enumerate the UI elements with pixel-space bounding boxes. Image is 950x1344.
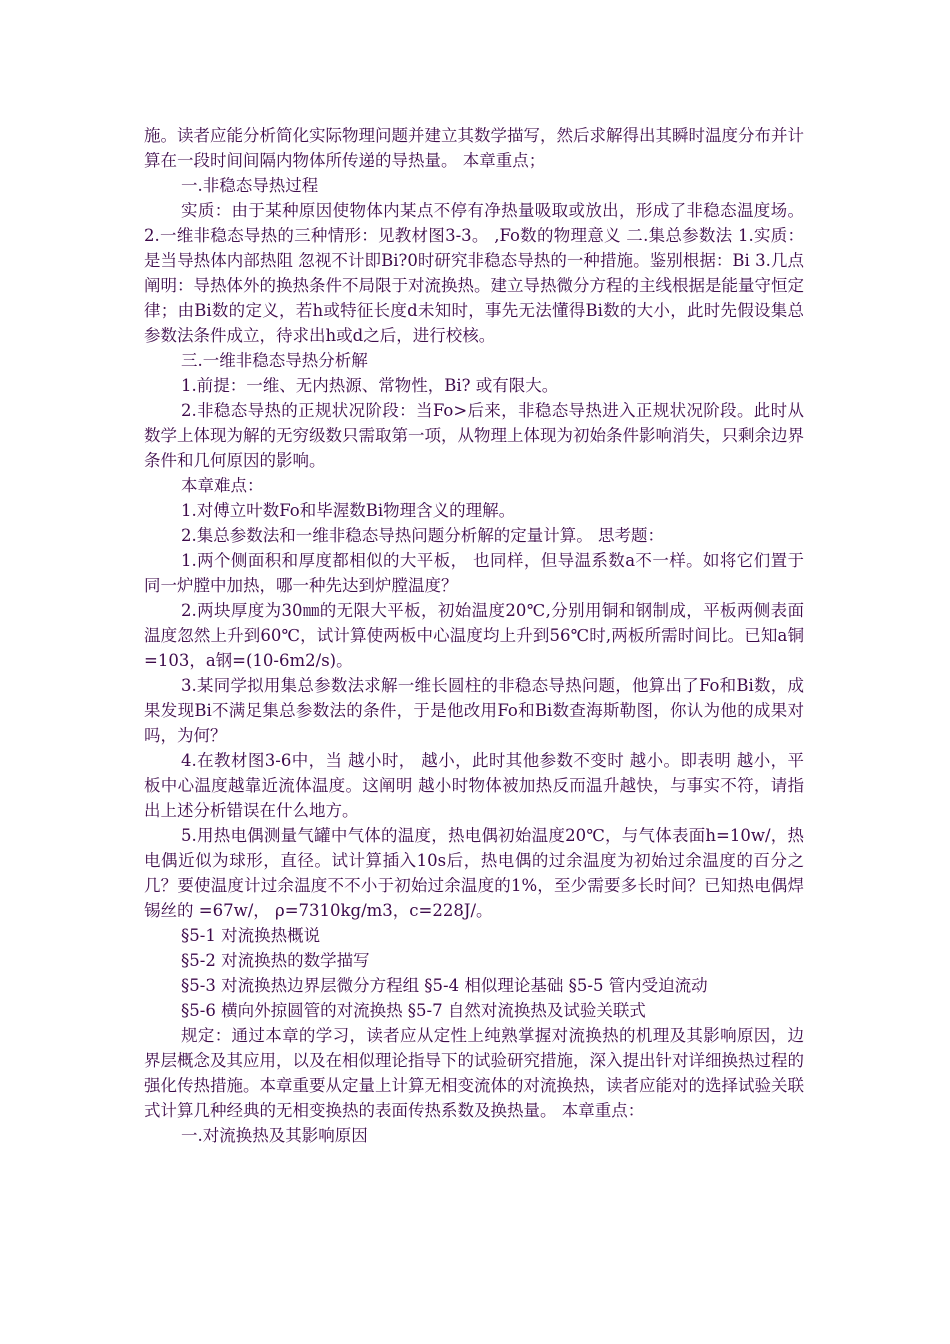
paragraph-intro-continued: 施。读者应能分析简化实际物理问题并建立其数学描写，然后求解得出其瞬时温度分布并计算在一段时间间隔内物体所传递的导热量。 本章重点； [144,126,804,170]
section-5-2: §5-2 对流换热的数学描写 [181,951,370,970]
heading-unsteady-conduction: 一.非稳态导热过程 [181,176,319,195]
section-5-1: §5-1 对流换热概说 [181,926,321,945]
section-5-6-to-5-7: §5-6 横向外掠圆管的对流换热 §5-7 自然对流换热及试验关联式 [181,1001,646,1020]
question-2: 2.两块厚度为30㎜的无限大平板，初始温度20℃,分别用铜和钢制成，平板两侧表面温度忽然上升到60℃，试计算使两板中心温度均上升到56℃时,两板所需时间比。已知a铜=103，a钢=(10-6m2/s)。 [144,601,804,670]
document-body [144,123,804,1148]
question-5: 5.用热电偶测量气罐中气体的温度，热电偶初始温度20℃，与气体表面h=10w/，热电偶近似为球形，直径。试计算插入10s后，热电偶的过余温度为初始过余温度的百分之几？要使温度计过余温度不不小于初始过余温度的1%，至少需要多长时间？已知热电偶焊锡丝的 =67w/， ρ=7310kg/m3，c=228J/。 [144,826,804,920]
paragraph-regular-regime: 2.非稳态导热的正规状况阶段：当Fo>后来，非稳态导热进入正规状况阶段。此时从数学上体现为解的无穷级数只需取第一项，从物理上体现为初始条件影响消失，只剩余边界条件和几何原因的影响。 [144,401,804,470]
question-3: 3.某同学拟用集总参数法求解一维长圆柱的非稳态导热问题，他算出了Fo和Bi数，成果发现Bi不满足集总参数法的条件，于是他改用Fo和Bi数查海斯勒图，你认为他的成果对吗，为何？ [144,676,804,745]
paragraph-essence-lumped: 实质：由于某种原因使物体内某点不停有净热量吸取或放出，形成了非稳态温度场。 2.一维非稳态导热的三种情形：见教材图3-3。 ,Fo数的物理意义 二.集总参数法 1.实质：是当导热体内部热阻 忽视不计即Bi?0时研究非稳态导热的一种措施。鉴别根据：Bi 3.几点阐明：导热体外的换热条件不局限于对流换热。建立导热微分方程的主线根据是能量守恒定律；由Bi数的定义，若h或特征长度d未知时，事先无法懂得Bi数的大小，此时先假设集总参数法条件成立，待求出h或d之后，进行校核。 [144,201,804,345]
heading-difficulties: 本章难点： [181,476,264,495]
list-item-difficulty-1: 1.对傅立叶数Fo和毕渥数Bi物理含义的理解。 [181,501,516,520]
list-item-difficulty-2: 2.集总参数法和一维非稳态导热问题分析解的定量计算。 思考题： [181,526,664,545]
heading-convection-factors: 一.对流换热及其影响原因 [181,1126,368,1145]
question-1: 1.两个侧面积和厚度都相似的大平板， 也同样，但导温系数a不一样。如将它们置于同一炉膛中加热，哪一种先达到炉膛温度？ [144,551,804,595]
section-5-3-to-5-5: §5-3 对流换热边界层微分方程组 §5-4 相似理论基础 §5-5 管内受迫流动 [181,976,708,995]
paragraph-requirements: 规定：通过本章的学习，读者应从定性上纯熟掌握对流换热的机理及其影响原因，边界层概念及其应用，以及在相似理论指导下的试验研究措施，深入提出针对详细换热过程的强化传热措施。本章重要从定量上计算无相变流体的对流换热，读者应能对的选择试验关联式计算几种经典的无相变换热的表面传热系数及换热量。 本章重点： [144,1026,804,1120]
heading-analytical-solution: 三.一维非稳态导热分析解 [181,351,368,370]
paragraph-premise: 1.前提：一维、无内热源、常物性，Bi? 或有限大。 [181,376,559,395]
question-4: 4.在教材图3-6中，当 越小时， 越小，此时其他参数不变时 越小。即表明 越小，平板中心温度越靠近流体温度。这阐明 越小时物体被加热反而温升越快，与事实不符，请指出上述分析错误在什么地方。 [144,751,804,820]
